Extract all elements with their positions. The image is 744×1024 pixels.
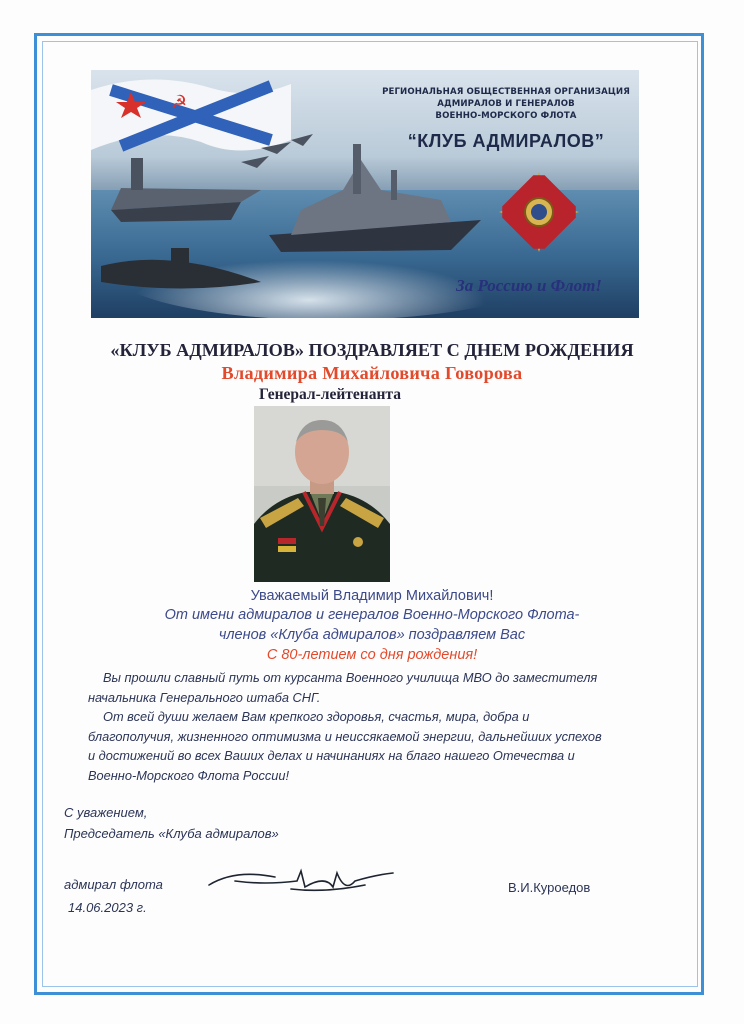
org-title-line-1: РЕГИОНАЛЬНАЯ ОБЩЕСТВЕННАЯ ОРГАНИЗАЦИЯ [382, 87, 630, 97]
signer-role: адмирал флота [64, 877, 163, 892]
honoree-rank: Генерал-лейтенанта [259, 386, 401, 403]
signer-position: Председатель «Клуба адмиралов» [64, 826, 279, 841]
paragraph-career: Вы прошли славный путь от курсанта Военного училища МВО до заместителя начальника Генерального штаба СНГ. [88, 670, 598, 705]
closing-regards: С уважением, [64, 805, 148, 820]
closing-block [64, 802, 384, 844]
anniversary-line: С 80-летием со дня рождения! [266, 647, 478, 663]
honoree-portrait [254, 406, 390, 582]
message-body [88, 668, 608, 786]
page-title: «КЛУБ АДМИРАЛОВ» ПОЗДРАВЛЯЕТ С ДНЕМ РОЖДЕНИЯ [110, 340, 634, 360]
intro-line-1: От имени адмиралов и генералов Военно-Морского Флота- [164, 607, 580, 623]
motto: За Россию и Флот! [456, 276, 602, 295]
handwritten-signature [205, 863, 395, 897]
org-title-line-3: ВОЕННО-МОРСКОГО ФЛОТА [435, 111, 577, 121]
honoree-name: Владимира Михайловича Говорова [221, 363, 523, 383]
header-banner [91, 70, 639, 318]
club-name: “КЛУБ АДМИРАЛОВ” [407, 131, 605, 151]
signer-name: В.И.Куроедов [508, 880, 591, 895]
greeting: Уважаемый Владимир Михайлович! [250, 588, 494, 604]
svg-text:☭: ☭ [171, 92, 188, 113]
intro-line-2: членов «Клуба адмиралов» поздравляем Вас [218, 627, 526, 643]
org-title-line-2: АДМИРАЛОВ И ГЕНЕРАЛОВ [437, 99, 575, 109]
sign-date: 14.06.2023 г. [68, 900, 147, 915]
paragraph-wishes: От всей души желаем Вам крепкого здоровья, счастья, мира, добра и благополучия, жизненного оптимизма и неиссякаемой энергии, дальнейших успехов и достижений во всех Ваших делах и начинаниях на благо нашего Отечества и Военно-Морского Флота России! [88, 709, 602, 783]
